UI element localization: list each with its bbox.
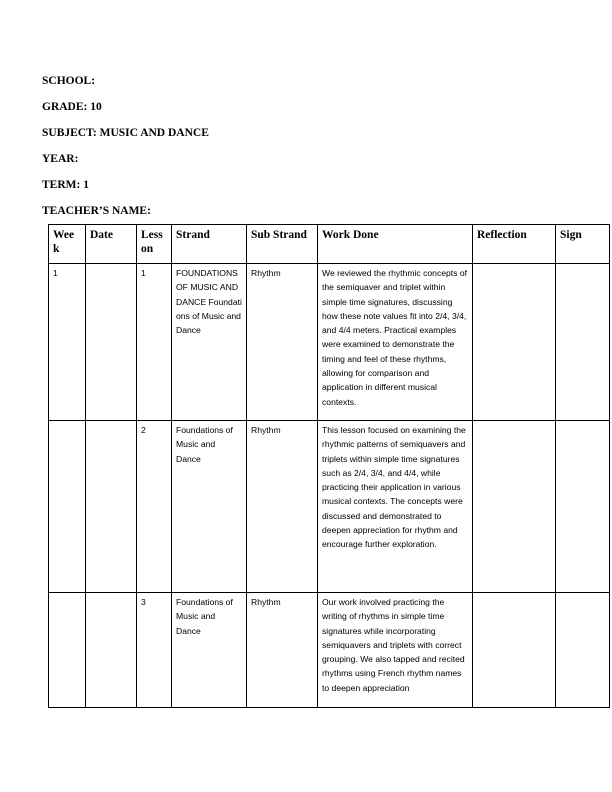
date-header: Date: [86, 225, 137, 264]
reflection-cell: [473, 593, 556, 708]
table-row: [49, 593, 610, 708]
lesson-cell: 3: [137, 593, 172, 708]
grade-label: GRADE: 10: [42, 101, 102, 113]
strand-cell: Foundations of Music and Dance: [172, 421, 247, 593]
week-cell: [49, 593, 86, 708]
lesson-header: Less on: [137, 225, 172, 264]
sign-cell: [556, 593, 610, 708]
teacher-name-label: TEACHER’S NAME:: [42, 205, 151, 217]
strand-cell: FOUNDATIONS OF MUSIC AND DANCE Foundations of Music and Dance: [172, 264, 247, 421]
work-done-cell: Our work involved practicing the writing of rhythms in simple time signatures while incorporating semiquavers and triplets with correct grouping. We also tapped and recited rhythms using French rhythm names to deepen appreciation: [318, 593, 473, 708]
date-cell: [86, 593, 137, 708]
work-done-cell: This lesson focused on examining the rhythmic patterns of semiquavers and triplets within simple time signatures such as 2/4, 3/4, and 4/4, while practicing their application in various musical contexts. The concepts were discussed and demonstrated to deepen appreciation for rhythm and encourage further exploration.: [318, 421, 473, 593]
strand-header: Strand: [172, 225, 247, 264]
strand-cell: Foundations of Music and Dance: [172, 593, 247, 708]
sub-strand-cell: Rhythm: [247, 593, 318, 708]
lesson-cell: 2: [137, 421, 172, 593]
date-cell: [86, 264, 137, 421]
sign-cell: [556, 264, 610, 421]
reflection-cell: [473, 264, 556, 421]
lesson-log-table: [48, 224, 610, 708]
sign-header: Sign: [556, 225, 610, 264]
table-row: [49, 264, 610, 421]
table-header-row: [49, 225, 610, 264]
reflection-header: Reflection: [473, 225, 556, 264]
sub-strand-cell: Rhythm: [247, 264, 318, 421]
week-cell: 1: [49, 264, 86, 421]
school-label: SCHOOL:: [42, 75, 96, 87]
lesson-cell: 1: [137, 264, 172, 421]
subject-label: SUBJECT: MUSIC AND DANCE: [42, 127, 209, 139]
work-done-cell: We reviewed the rhythmic concepts of the semiquaver and triplet within simple time signatures, discussing how these note values fit into 2/4, 3/4, and 4/4 meters. Practical examples were examined to demonstrate the timing and feel of these rhythms, allowing for comparison and application in different musical contexts.: [318, 264, 473, 421]
week-cell: [49, 421, 86, 593]
reflection-cell: [473, 421, 556, 593]
sub-strand-header: Sub Strand: [247, 225, 318, 264]
date-cell: [86, 421, 137, 593]
work-done-header: Work Done: [318, 225, 473, 264]
sign-cell: [556, 421, 610, 593]
week-header: Wee k: [49, 225, 86, 264]
term-label: TERM: 1: [42, 179, 89, 191]
year-label: YEAR:: [42, 153, 79, 165]
sub-strand-cell: Rhythm: [247, 421, 318, 593]
table-row: [49, 421, 610, 593]
